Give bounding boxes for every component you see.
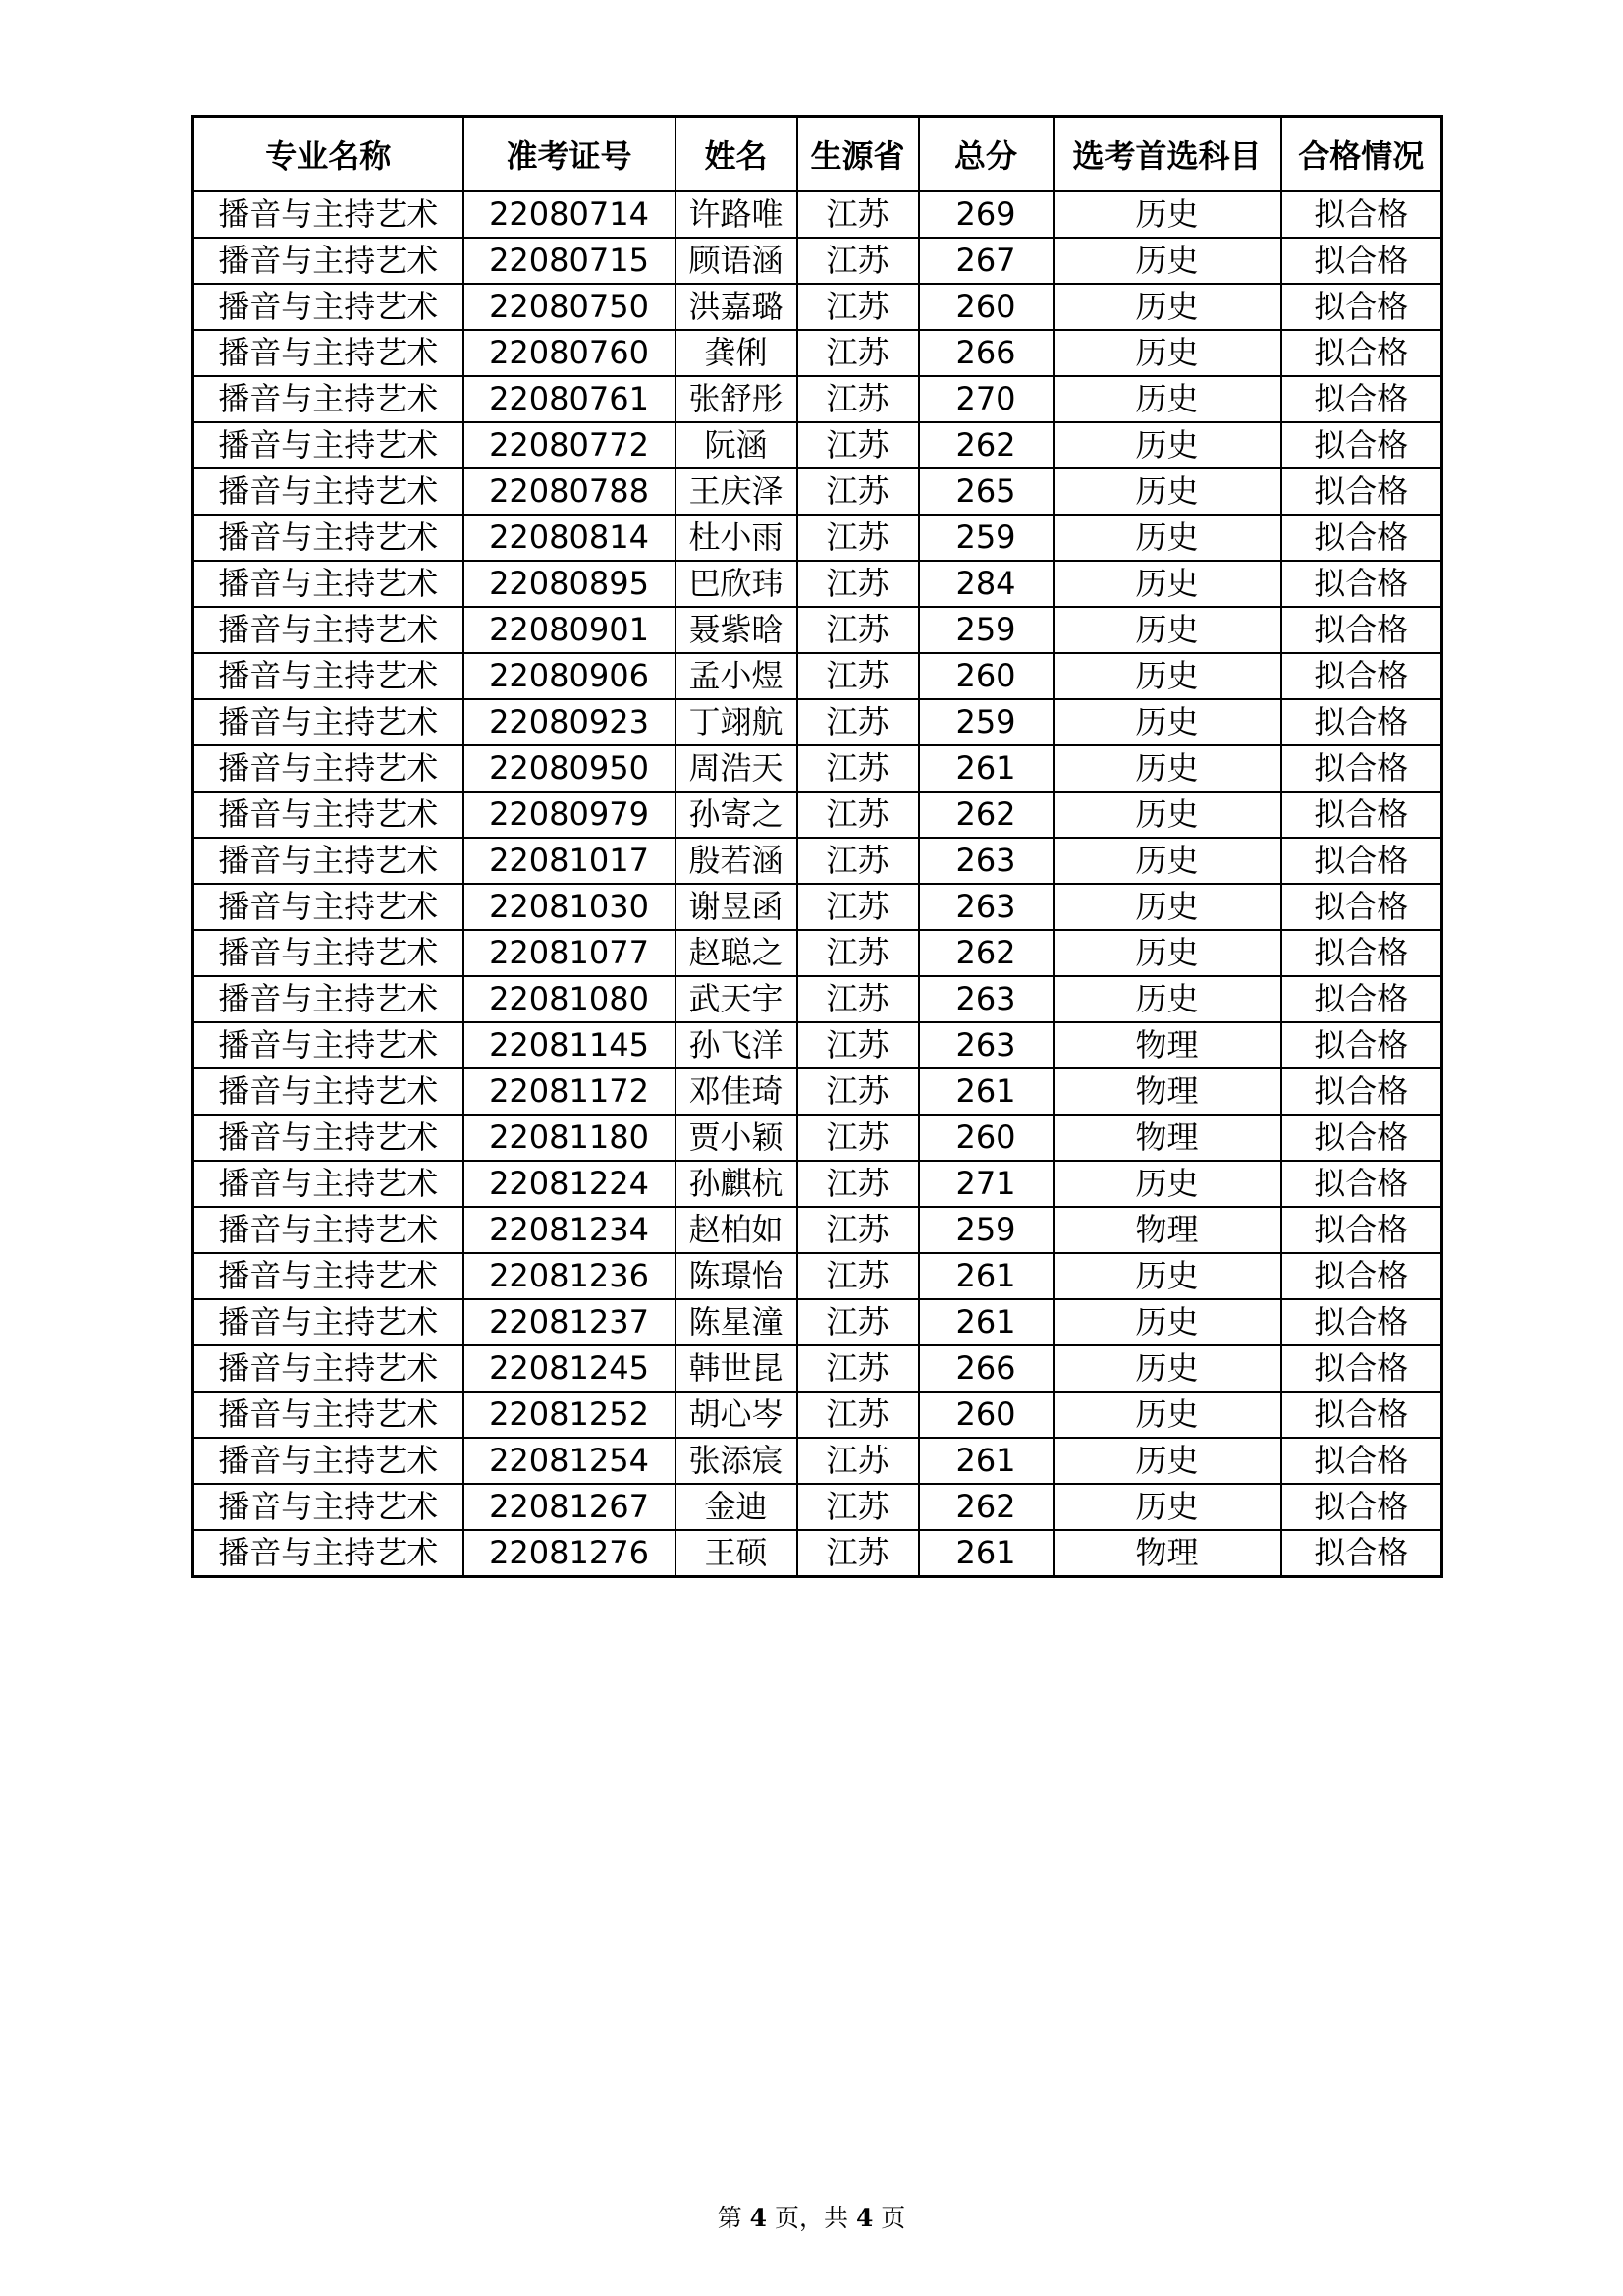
- cell-total-score: 262: [919, 930, 1054, 976]
- table-row: [193, 838, 1442, 884]
- table-row: [193, 930, 1442, 976]
- cell-exam-id: 22081234: [463, 1207, 676, 1253]
- cell-total-score: 261: [919, 1530, 1054, 1577]
- cell-province: 江苏: [797, 976, 919, 1022]
- cell-exam-id: 22081237: [463, 1299, 676, 1345]
- cell-status: 拟合格: [1281, 1115, 1442, 1161]
- cell-first-subject: 历史: [1054, 468, 1281, 515]
- cell-exam-id: 22080814: [463, 515, 676, 561]
- cell-total-score: 260: [919, 1115, 1054, 1161]
- cell-exam-id: 22080750: [463, 284, 676, 330]
- cell-total-score: 265: [919, 468, 1054, 515]
- cell-name: 王庆泽: [676, 468, 797, 515]
- cell-total-score: 266: [919, 330, 1054, 376]
- cell-first-subject: 历史: [1054, 1438, 1281, 1484]
- table-row: [193, 1438, 1442, 1484]
- cell-major: 播音与主持艺术: [193, 792, 463, 838]
- table-row: [193, 330, 1442, 376]
- cell-exam-id: 22081180: [463, 1115, 676, 1161]
- cell-province: 江苏: [797, 1022, 919, 1068]
- cell-total-score: 261: [919, 1253, 1054, 1299]
- cell-province: 江苏: [797, 376, 919, 422]
- cell-province: 江苏: [797, 745, 919, 792]
- cell-major: 播音与主持艺术: [193, 1207, 463, 1253]
- cell-exam-id: 22081017: [463, 838, 676, 884]
- cell-status: 拟合格: [1281, 561, 1442, 607]
- cell-status: 拟合格: [1281, 792, 1442, 838]
- cell-name: 杜小雨: [676, 515, 797, 561]
- cell-exam-id: 22081252: [463, 1392, 676, 1438]
- table-row: [193, 422, 1442, 468]
- cell-first-subject: 历史: [1054, 1392, 1281, 1438]
- cell-major: 播音与主持艺术: [193, 607, 463, 653]
- cell-status: 拟合格: [1281, 468, 1442, 515]
- header-total-score: 总分: [919, 117, 1054, 191]
- cell-exam-id: 22081276: [463, 1530, 676, 1577]
- cell-status: 拟合格: [1281, 1207, 1442, 1253]
- table-row: [193, 1345, 1442, 1392]
- cell-total-score: 284: [919, 561, 1054, 607]
- cell-status: 拟合格: [1281, 1392, 1442, 1438]
- table-row: [193, 976, 1442, 1022]
- table-row: [193, 1207, 1442, 1253]
- cell-first-subject: 历史: [1054, 838, 1281, 884]
- cell-province: 江苏: [797, 838, 919, 884]
- cell-first-subject: 历史: [1054, 745, 1281, 792]
- cell-name: 张舒彤: [676, 376, 797, 422]
- cell-exam-id: 22080950: [463, 745, 676, 792]
- cell-exam-id: 22081224: [463, 1161, 676, 1207]
- footer-total-pages: 4: [855, 2204, 874, 2232]
- cell-status: 拟合格: [1281, 376, 1442, 422]
- table-row: [193, 1115, 1442, 1161]
- cell-major: 播音与主持艺术: [193, 1484, 463, 1530]
- cell-name: 韩世昆: [676, 1345, 797, 1392]
- table-row: [193, 607, 1442, 653]
- header-province: 生源省: [797, 117, 919, 191]
- cell-major: 播音与主持艺术: [193, 191, 463, 239]
- cell-major: 播音与主持艺术: [193, 1115, 463, 1161]
- cell-first-subject: 物理: [1054, 1115, 1281, 1161]
- cell-first-subject: 历史: [1054, 191, 1281, 239]
- cell-status: 拟合格: [1281, 607, 1442, 653]
- cell-total-score: 260: [919, 653, 1054, 699]
- cell-first-subject: 历史: [1054, 330, 1281, 376]
- cell-first-subject: 物理: [1054, 1068, 1281, 1115]
- cell-major: 播音与主持艺术: [193, 1345, 463, 1392]
- cell-total-score: 259: [919, 699, 1054, 745]
- cell-exam-id: 22081145: [463, 1022, 676, 1068]
- table-row: [193, 1022, 1442, 1068]
- cell-exam-id: 22081030: [463, 884, 676, 930]
- cell-exam-id: 22080901: [463, 607, 676, 653]
- cell-first-subject: 历史: [1054, 792, 1281, 838]
- table-row: [193, 884, 1442, 930]
- cell-exam-id: 22080895: [463, 561, 676, 607]
- cell-status: 拟合格: [1281, 515, 1442, 561]
- cell-major: 播音与主持艺术: [193, 1392, 463, 1438]
- cell-status: 拟合格: [1281, 284, 1442, 330]
- cell-major: 播音与主持艺术: [193, 284, 463, 330]
- cell-name: 赵柏如: [676, 1207, 797, 1253]
- cell-province: 江苏: [797, 1438, 919, 1484]
- cell-major: 播音与主持艺术: [193, 1530, 463, 1577]
- page-footer: [0, 2199, 1623, 2234]
- cell-total-score: 261: [919, 745, 1054, 792]
- cell-exam-id: 22080760: [463, 330, 676, 376]
- table-row: [193, 699, 1442, 745]
- cell-exam-id: 22080979: [463, 792, 676, 838]
- cell-name: 孙飞洋: [676, 1022, 797, 1068]
- cell-exam-id: 22081077: [463, 930, 676, 976]
- cell-total-score: 269: [919, 191, 1054, 239]
- cell-major: 播音与主持艺术: [193, 468, 463, 515]
- cell-name: 阮涵: [676, 422, 797, 468]
- cell-status: 拟合格: [1281, 1484, 1442, 1530]
- cell-total-score: 262: [919, 792, 1054, 838]
- cell-major: 播音与主持艺术: [193, 330, 463, 376]
- cell-status: 拟合格: [1281, 1022, 1442, 1068]
- cell-status: 拟合格: [1281, 699, 1442, 745]
- cell-major: 播音与主持艺术: [193, 515, 463, 561]
- cell-total-score: 267: [919, 238, 1054, 284]
- cell-name: 王硕: [676, 1530, 797, 1577]
- cell-name: 丁翊航: [676, 699, 797, 745]
- cell-first-subject: 历史: [1054, 1161, 1281, 1207]
- cell-major: 播音与主持艺术: [193, 238, 463, 284]
- cell-total-score: 260: [919, 284, 1054, 330]
- cell-province: 江苏: [797, 1484, 919, 1530]
- cell-name: 谢昱函: [676, 884, 797, 930]
- cell-major: 播音与主持艺术: [193, 1161, 463, 1207]
- cell-province: 江苏: [797, 607, 919, 653]
- table-row: [193, 792, 1442, 838]
- cell-first-subject: 历史: [1054, 699, 1281, 745]
- cell-major: 播音与主持艺术: [193, 838, 463, 884]
- cell-province: 江苏: [797, 1068, 919, 1115]
- cell-major: 播音与主持艺术: [193, 976, 463, 1022]
- cell-major: 播音与主持艺术: [193, 1068, 463, 1115]
- footer-suffix: 页: [873, 2204, 906, 2232]
- cell-province: 江苏: [797, 1115, 919, 1161]
- cell-name: 陈星潼: [676, 1299, 797, 1345]
- header-major: 专业名称: [193, 117, 463, 191]
- table-row: [193, 1530, 1442, 1577]
- cell-province: 江苏: [797, 515, 919, 561]
- cell-total-score: 263: [919, 1022, 1054, 1068]
- cell-major: 播音与主持艺术: [193, 1299, 463, 1345]
- cell-name: 胡心岑: [676, 1392, 797, 1438]
- cell-first-subject: 历史: [1054, 376, 1281, 422]
- cell-name: 顾语涵: [676, 238, 797, 284]
- table-row: [193, 1392, 1442, 1438]
- cell-first-subject: 历史: [1054, 607, 1281, 653]
- cell-first-subject: 历史: [1054, 422, 1281, 468]
- cell-major: 播音与主持艺术: [193, 884, 463, 930]
- cell-status: 拟合格: [1281, 1438, 1442, 1484]
- cell-total-score: 259: [919, 515, 1054, 561]
- table-row: [193, 1068, 1442, 1115]
- cell-status: 拟合格: [1281, 1345, 1442, 1392]
- cell-first-subject: 历史: [1054, 561, 1281, 607]
- cell-exam-id: 22080772: [463, 422, 676, 468]
- cell-status: 拟合格: [1281, 653, 1442, 699]
- cell-status: 拟合格: [1281, 238, 1442, 284]
- cell-first-subject: 历史: [1054, 1299, 1281, 1345]
- table-row: [193, 515, 1442, 561]
- cell-province: 江苏: [797, 468, 919, 515]
- cell-first-subject: 历史: [1054, 930, 1281, 976]
- cell-province: 江苏: [797, 884, 919, 930]
- cell-status: 拟合格: [1281, 1253, 1442, 1299]
- cell-province: 江苏: [797, 191, 919, 239]
- footer-prefix: 第: [717, 2204, 750, 2232]
- cell-status: 拟合格: [1281, 1530, 1442, 1577]
- cell-status: 拟合格: [1281, 745, 1442, 792]
- table-row: [193, 1484, 1442, 1530]
- cell-exam-id: 22081254: [463, 1438, 676, 1484]
- cell-major: 播音与主持艺术: [193, 422, 463, 468]
- cell-total-score: 262: [919, 1484, 1054, 1530]
- cell-status: 拟合格: [1281, 1161, 1442, 1207]
- cell-total-score: 270: [919, 376, 1054, 422]
- cell-major: 播音与主持艺术: [193, 699, 463, 745]
- cell-name: 贾小颖: [676, 1115, 797, 1161]
- cell-major: 播音与主持艺术: [193, 653, 463, 699]
- cell-status: 拟合格: [1281, 1299, 1442, 1345]
- cell-total-score: 266: [919, 1345, 1054, 1392]
- cell-name: 巴欣玮: [676, 561, 797, 607]
- header-name: 姓名: [676, 117, 797, 191]
- cell-first-subject: 历史: [1054, 653, 1281, 699]
- cell-status: 拟合格: [1281, 1068, 1442, 1115]
- cell-exam-id: 22080714: [463, 191, 676, 239]
- cell-total-score: 261: [919, 1438, 1054, 1484]
- cell-total-score: 261: [919, 1299, 1054, 1345]
- cell-name: 洪嘉璐: [676, 284, 797, 330]
- cell-province: 江苏: [797, 1299, 919, 1345]
- cell-province: 江苏: [797, 792, 919, 838]
- cell-exam-id: 22081267: [463, 1484, 676, 1530]
- cell-total-score: 263: [919, 884, 1054, 930]
- table-row: [193, 745, 1442, 792]
- cell-first-subject: 物理: [1054, 1022, 1281, 1068]
- cell-name: 殷若涵: [676, 838, 797, 884]
- cell-status: 拟合格: [1281, 330, 1442, 376]
- table-row: [193, 468, 1442, 515]
- table-row: [193, 561, 1442, 607]
- cell-name: 孙麒杭: [676, 1161, 797, 1207]
- cell-first-subject: 物理: [1054, 1530, 1281, 1577]
- cell-name: 周浩天: [676, 745, 797, 792]
- cell-first-subject: 历史: [1054, 1253, 1281, 1299]
- cell-major: 播音与主持艺术: [193, 1253, 463, 1299]
- admission-results-table: [191, 115, 1443, 1578]
- footer-current-page: 4: [749, 2204, 768, 2232]
- cell-name: 许路唯: [676, 191, 797, 239]
- table-row: [193, 1253, 1442, 1299]
- cell-exam-id: 22081245: [463, 1345, 676, 1392]
- table-header-row: [193, 117, 1442, 191]
- cell-exam-id: 22080923: [463, 699, 676, 745]
- cell-total-score: 260: [919, 1392, 1054, 1438]
- cell-major: 播音与主持艺术: [193, 561, 463, 607]
- cell-name: 赵聪之: [676, 930, 797, 976]
- cell-province: 江苏: [797, 1530, 919, 1577]
- table-row: [193, 1161, 1442, 1207]
- cell-province: 江苏: [797, 653, 919, 699]
- cell-name: 龚俐: [676, 330, 797, 376]
- cell-name: 孙寄之: [676, 792, 797, 838]
- cell-status: 拟合格: [1281, 884, 1442, 930]
- cell-province: 江苏: [797, 930, 919, 976]
- cell-exam-id: 22081172: [463, 1068, 676, 1115]
- cell-province: 江苏: [797, 1207, 919, 1253]
- cell-total-score: 263: [919, 976, 1054, 1022]
- cell-major: 播音与主持艺术: [193, 745, 463, 792]
- cell-name: 陈璟怡: [676, 1253, 797, 1299]
- cell-province: 江苏: [797, 238, 919, 284]
- cell-province: 江苏: [797, 1392, 919, 1438]
- cell-total-score: 263: [919, 838, 1054, 884]
- table-body: [193, 191, 1442, 1577]
- cell-first-subject: 历史: [1054, 284, 1281, 330]
- cell-name: 邓佳琦: [676, 1068, 797, 1115]
- cell-province: 江苏: [797, 422, 919, 468]
- cell-total-score: 259: [919, 1207, 1054, 1253]
- cell-exam-id: 22080906: [463, 653, 676, 699]
- cell-province: 江苏: [797, 699, 919, 745]
- cell-province: 江苏: [797, 561, 919, 607]
- cell-exam-id: 22080761: [463, 376, 676, 422]
- cell-name: 金迪: [676, 1484, 797, 1530]
- table-row: [193, 376, 1442, 422]
- cell-name: 孟小煜: [676, 653, 797, 699]
- cell-name: 张添宸: [676, 1438, 797, 1484]
- cell-exam-id: 22081236: [463, 1253, 676, 1299]
- cell-exam-id: 22081080: [463, 976, 676, 1022]
- cell-status: 拟合格: [1281, 930, 1442, 976]
- table-row: [193, 1299, 1442, 1345]
- table-row: [193, 284, 1442, 330]
- cell-name: 武天宇: [676, 976, 797, 1022]
- footer-middle: 页，共: [767, 2204, 856, 2232]
- table-row: [193, 191, 1442, 239]
- cell-province: 江苏: [797, 1161, 919, 1207]
- cell-major: 播音与主持艺术: [193, 1022, 463, 1068]
- cell-first-subject: 历史: [1054, 515, 1281, 561]
- cell-exam-id: 22080788: [463, 468, 676, 515]
- cell-province: 江苏: [797, 1345, 919, 1392]
- cell-major: 播音与主持艺术: [193, 1438, 463, 1484]
- cell-province: 江苏: [797, 284, 919, 330]
- cell-status: 拟合格: [1281, 191, 1442, 239]
- cell-total-score: 259: [919, 607, 1054, 653]
- cell-status: 拟合格: [1281, 422, 1442, 468]
- cell-major: 播音与主持艺术: [193, 930, 463, 976]
- table-row: [193, 653, 1442, 699]
- cell-total-score: 262: [919, 422, 1054, 468]
- cell-province: 江苏: [797, 330, 919, 376]
- cell-exam-id: 22080715: [463, 238, 676, 284]
- cell-first-subject: 物理: [1054, 1207, 1281, 1253]
- cell-status: 拟合格: [1281, 976, 1442, 1022]
- header-status: 合格情况: [1281, 117, 1442, 191]
- cell-first-subject: 历史: [1054, 1345, 1281, 1392]
- table-row: [193, 238, 1442, 284]
- cell-province: 江苏: [797, 1253, 919, 1299]
- header-exam-id: 准考证号: [463, 117, 676, 191]
- cell-first-subject: 历史: [1054, 976, 1281, 1022]
- cell-name: 聂紫晗: [676, 607, 797, 653]
- cell-first-subject: 历史: [1054, 238, 1281, 284]
- header-first-subject: 选考首选科目: [1054, 117, 1281, 191]
- cell-status: 拟合格: [1281, 838, 1442, 884]
- cell-first-subject: 历史: [1054, 1484, 1281, 1530]
- cell-total-score: 271: [919, 1161, 1054, 1207]
- cell-first-subject: 历史: [1054, 884, 1281, 930]
- cell-total-score: 261: [919, 1068, 1054, 1115]
- cell-major: 播音与主持艺术: [193, 376, 463, 422]
